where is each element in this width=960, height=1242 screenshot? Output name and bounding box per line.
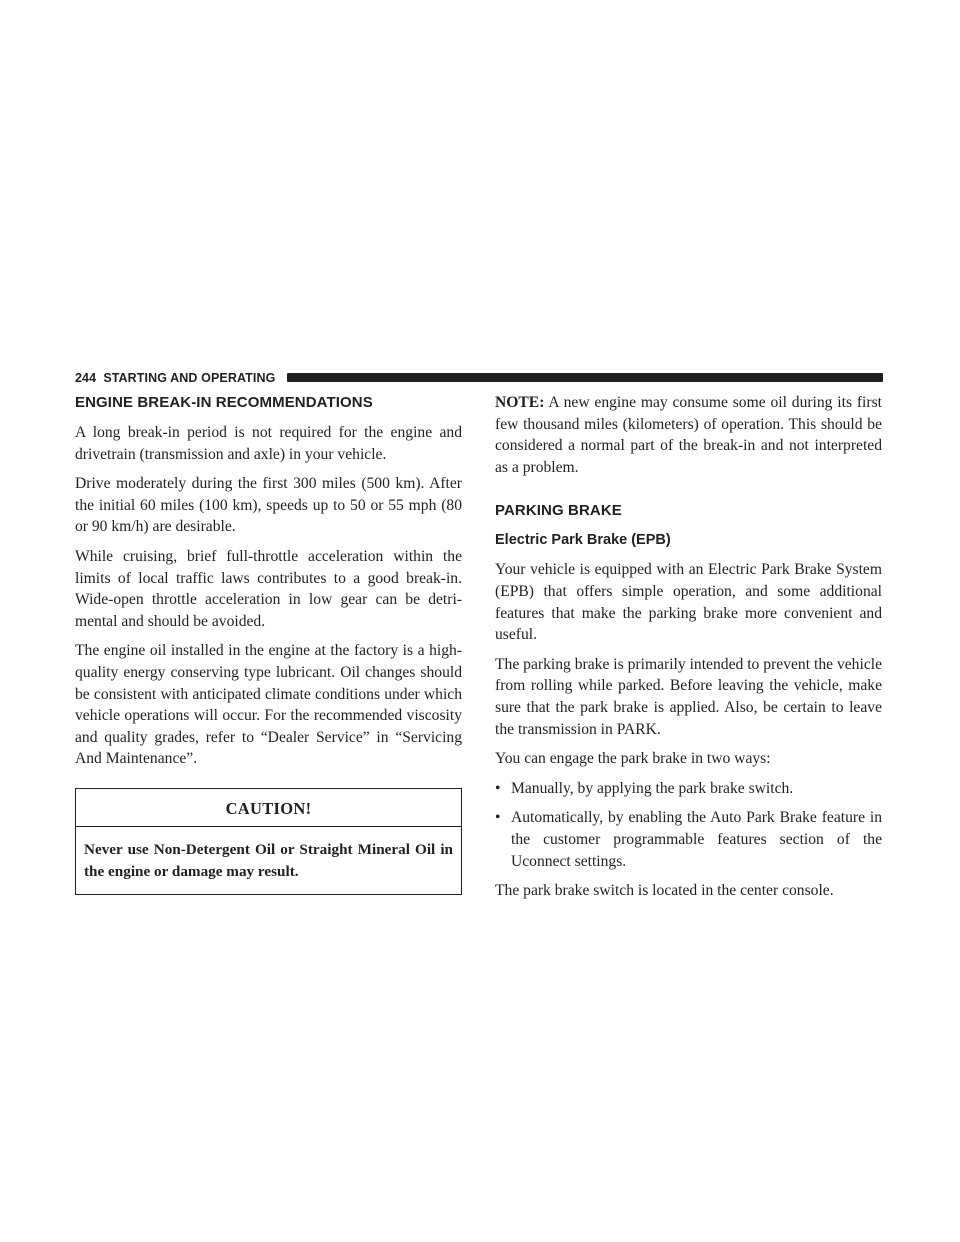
list-item-text: Manually, by applying the park brake switch.	[511, 779, 794, 797]
break-in-paragraph-1: A long break-in period is not required for the engine and drivetrain (transmission and axle) in your vehicle.	[75, 424, 462, 463]
page-header	[75, 370, 883, 386]
break-in-paragraph-4: The engine oil installed in the engine at the factory is a high-quality energy conserving type lubricant. Oil changes should be consistent with anticipated climate conditions under which vehicle operations will occur. For the recommended viscosity and quality grades, refer to “Dealer Service” in “Servicing And Maintenance”.	[75, 642, 462, 768]
header-text	[75, 371, 275, 385]
break-in-paragraph-3: While cruising, brief full-throttle acceleration within the limits of local traffic laws contributes to a good break-in. Wide-open throttle acceleration in low gear can be detrimental and should be avoided.	[75, 547, 462, 630]
engine-break-in-heading: ENGINE BREAK-IN RECOMMENDATIONS	[75, 394, 373, 411]
engage-methods-list	[495, 778, 882, 872]
caution-body: Never use Non-Detergent Oil or Straight Mineral Oil in the engine or damage may result.	[84, 840, 453, 880]
break-in-paragraph-2: Drive moderately during the first 300 miles (500 km). After the initial 60 miles (100 km), speeds up to 50 or 55 mph (80 or 90 km/h) are desirable.	[75, 475, 462, 536]
note-text: A new engine may consume some oil during its first few thousand miles (kilometers) of operation. This should be considered a normal part of the break-in and not interpreted as a problem.	[495, 394, 882, 476]
left-column	[75, 392, 462, 895]
right-column	[495, 392, 882, 910]
epb-paragraph-1: Your vehicle is equipped with an Electric Park Brake System (EPB) that offers simple operation, and some additional features that make the parking brake more convenient and useful.	[495, 561, 882, 644]
list-item	[495, 778, 882, 800]
caution-title: CAUTION!	[76, 789, 461, 827]
closing-paragraph: The park brake switch is located in the center console.	[495, 882, 834, 900]
bullet-icon: •	[495, 779, 501, 797]
page-number: 244	[75, 371, 97, 385]
list-item-text: Automatically, by enabling the Auto Park Brake feature in the customer programmable features section of the Uconnect settings.	[511, 809, 882, 870]
section-title: STARTING AND OPERATING	[103, 371, 276, 385]
header-rule	[287, 373, 883, 382]
bullet-icon: •	[495, 809, 501, 827]
section-spacer	[495, 486, 882, 500]
parking-brake-heading: PARKING BRAKE	[495, 502, 622, 520]
note-paragraph	[495, 392, 882, 478]
caution-box	[75, 788, 462, 895]
epb-paragraph-2: The parking brake is primarily intended to prevent the vehicle from rolling while parked. Before leaving the vehicle, make sure that the park brake is applied. Also, be certain to leave the transmission in PARK.	[495, 655, 882, 738]
note-label: NOTE:	[495, 394, 545, 411]
epb-subheading: Electric Park Brake (EPB)	[495, 532, 671, 549]
epb-paragraph-3: You can engage the park brake in two ways:	[495, 750, 771, 768]
list-item	[495, 807, 882, 872]
